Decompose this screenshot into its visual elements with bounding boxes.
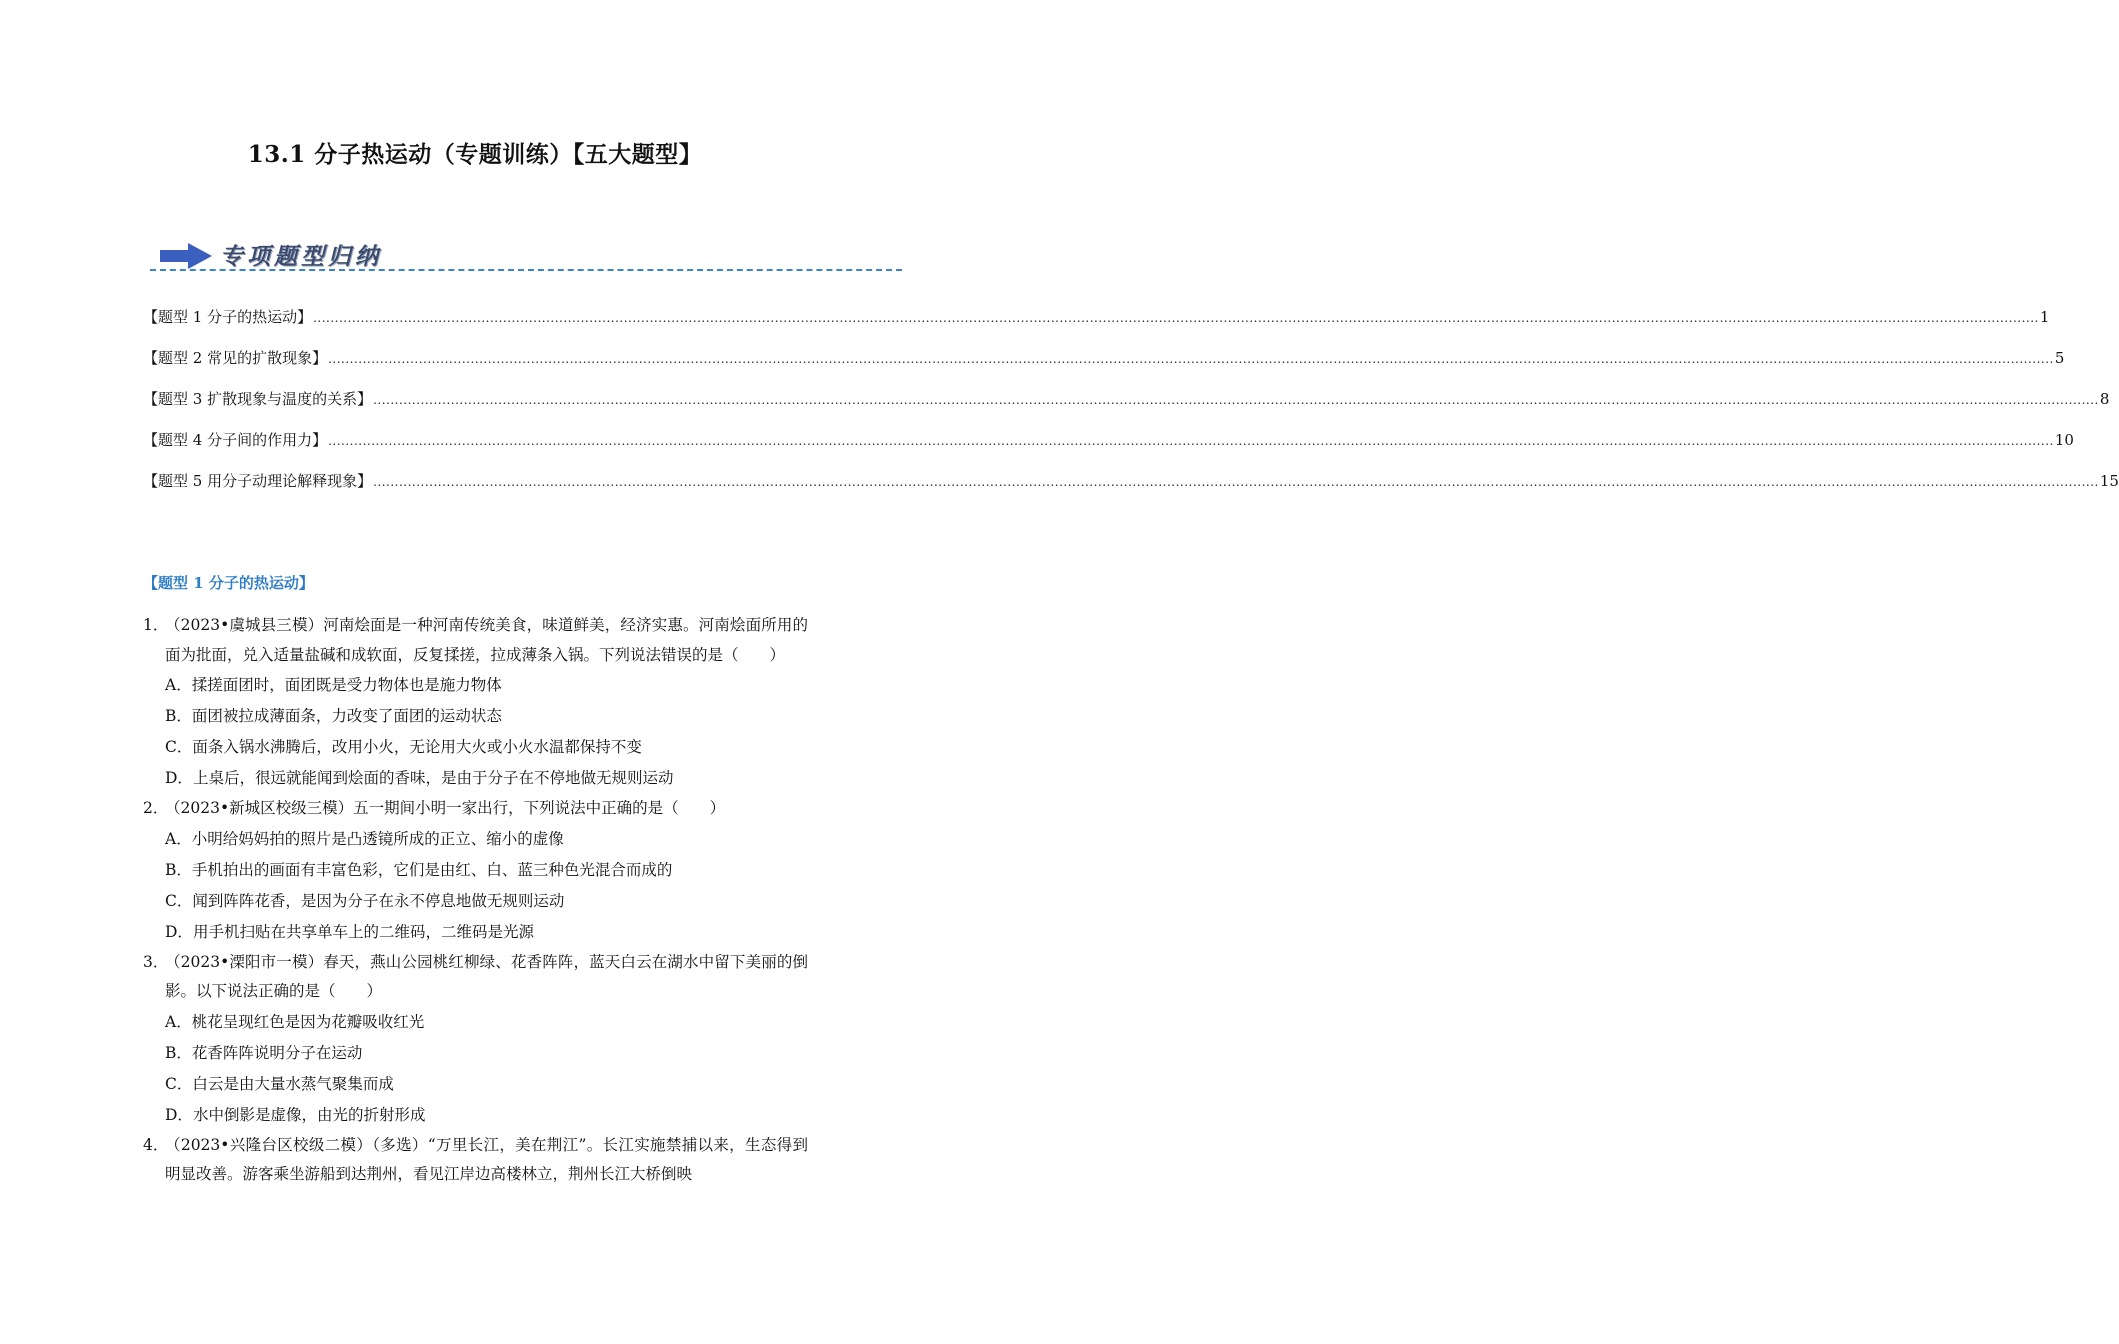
question-stem — [143, 948, 808, 1007]
page-title: 13.1 分子热运动（专题训练）【五大题型】 — [247, 141, 703, 168]
question-stem — [143, 611, 808, 670]
section-heading: 【题型 1 分子的热运动】 — [143, 574, 314, 592]
question-number: 3． — [143, 952, 169, 971]
option-text: 面团被拉成薄面条，力改变了面团的运动状态 — [191, 707, 502, 725]
question-item — [143, 1131, 808, 1190]
toc-entry-label: 【题型 1 分子的热运动】 — [143, 308, 313, 326]
question-number: 1． — [143, 616, 169, 634]
question-item — [143, 611, 808, 794]
question-stem — [143, 1131, 808, 1190]
option-text: 上桌后，很远就能闻到烩面的香味，是由于分子在不停地做无规则运动 — [192, 769, 674, 787]
toc-entry-label: 【题型 4 分子间的作用力】 — [143, 431, 328, 449]
section-banner — [150, 236, 902, 276]
toc-entry-label: 【题型 3 扩散现象与温度的关系】 — [143, 390, 373, 408]
question-text: （2023•溧阳市一模）春天，燕山公园桃红柳绿、花香阵阵，蓝天白云在湖水中留下美丽的倒影。以下说法正确的是（ ） — [165, 952, 808, 1000]
question-text: （2023•虞城县三模）河南烩面是一种河南传统美食，味道鲜美，经济实惠。河南烩面所用的面为批面，兑入适量盐碱和成软面，反复揉搓，拉成薄条入锅。下列说法错误的是（ ） — [165, 616, 808, 664]
toc-entry[interactable] — [143, 347, 2065, 388]
toc-leader-dots: ................................................................................................................................................................................................................................................................................................................................................................................................................ — [328, 434, 2054, 448]
answer-option[interactable] — [143, 701, 808, 732]
toc-entry-page: 1 — [2039, 308, 2050, 326]
table-of-contents — [143, 306, 2119, 511]
option-text: 用手机扫贴在共享单车上的二维码，二维码是光源 — [192, 922, 534, 941]
toc-entry-page: 5 — [2054, 349, 2065, 367]
right-arrow-icon — [160, 243, 212, 269]
toc-leader-dots: ................................................................................................................................................................................................................................................................................................................................................................................................................ — [328, 352, 2054, 366]
question-item — [143, 948, 808, 1131]
toc-leader-dots: ................................................................................................................................................................................................................................................................................................................................................................................................................ — [373, 475, 2099, 489]
question-text: （2023•兴隆台区校级二模）（多选）“万里长江，美在荆江”。长江实施禁捕以来，生态得到明显改善。游客乘坐游船到达荆州，看见江岸边高楼林立，荆州长江大桥倒映 — [165, 1135, 808, 1183]
question-item — [143, 794, 808, 948]
toc-entry[interactable] — [143, 429, 2074, 470]
question-text: （2023•新城区校级三模）五一期间小明一家出行，下列说法中正确的是（ ） — [165, 799, 726, 817]
option-text: 揉搓面团时，面团既是受力物体也是施力物体 — [191, 676, 502, 694]
answer-option[interactable] — [143, 763, 808, 794]
toc-entry-page: 15 — [2099, 472, 2119, 490]
answer-option[interactable] — [143, 917, 808, 948]
answer-option[interactable] — [143, 886, 808, 917]
toc-entry[interactable] — [143, 306, 2050, 347]
option-letter: A． — [165, 829, 192, 848]
option-letter: D． — [165, 922, 193, 941]
banner-divider — [150, 269, 902, 271]
option-text: 花香阵阵说明分子在运动 — [191, 1043, 363, 1062]
toc-entry[interactable] — [143, 470, 2119, 511]
toc-entry-label: 【题型 5 用分子动理论解释现象】 — [143, 472, 373, 490]
option-text: 手机拍出的画面有丰富色彩，它们是由红、白、蓝三种色光混合而成的 — [191, 860, 673, 879]
option-letter: B． — [165, 860, 192, 879]
question-number: 2． — [143, 799, 169, 817]
toc-entry-page: 8 — [2099, 390, 2110, 408]
option-letter: A． — [165, 1012, 192, 1031]
option-text: 水中倒影是虚像，由光的折射形成 — [192, 1105, 426, 1124]
option-letter: A． — [165, 676, 192, 694]
toc-entry[interactable] — [143, 388, 2110, 429]
answer-option[interactable] — [143, 1069, 808, 1100]
banner-title: 专项题型归纳 — [220, 244, 382, 270]
option-letter: D． — [165, 769, 193, 787]
option-text: 闻到阵阵花香，是因为分子在永不停息地做无规则运动 — [192, 891, 565, 910]
toc-leader-dots: ................................................................................................................................................................................................................................................................................................................................................................................................................ — [313, 311, 2039, 325]
answer-option[interactable] — [143, 1007, 808, 1038]
answer-option[interactable] — [143, 824, 808, 855]
option-letter: B． — [165, 707, 192, 725]
option-letter: C． — [165, 1074, 193, 1093]
answer-option[interactable] — [143, 1100, 808, 1131]
answer-option[interactable] — [143, 670, 808, 701]
toc-entry-label: 【题型 2 常见的扩散现象】 — [143, 349, 328, 367]
question-number: 4． — [143, 1135, 169, 1154]
answer-option[interactable] — [143, 855, 808, 886]
option-letter: C． — [165, 891, 193, 910]
option-text: 小明给妈妈拍的照片是凸透镜所成的正立、缩小的虚像 — [191, 829, 564, 848]
option-letter: C． — [165, 738, 193, 756]
toc-leader-dots: ................................................................................................................................................................................................................................................................................................................................................................................................................ — [373, 393, 2099, 407]
answer-option[interactable] — [143, 1038, 808, 1069]
option-letter: B． — [165, 1043, 192, 1062]
option-text: 面条入锅水沸腾后，改用小火，无论用大火或小火水温都保持不变 — [192, 738, 642, 756]
question-list — [143, 611, 808, 1190]
toc-entry-page: 10 — [2054, 431, 2074, 449]
option-text: 桃花呈现红色是因为花瓣吸收红光 — [191, 1012, 425, 1031]
option-text: 白云是由大量水蒸气聚集而成 — [192, 1074, 394, 1093]
option-letter: D． — [165, 1105, 193, 1124]
answer-option[interactable] — [143, 732, 808, 763]
question-stem — [143, 794, 808, 824]
